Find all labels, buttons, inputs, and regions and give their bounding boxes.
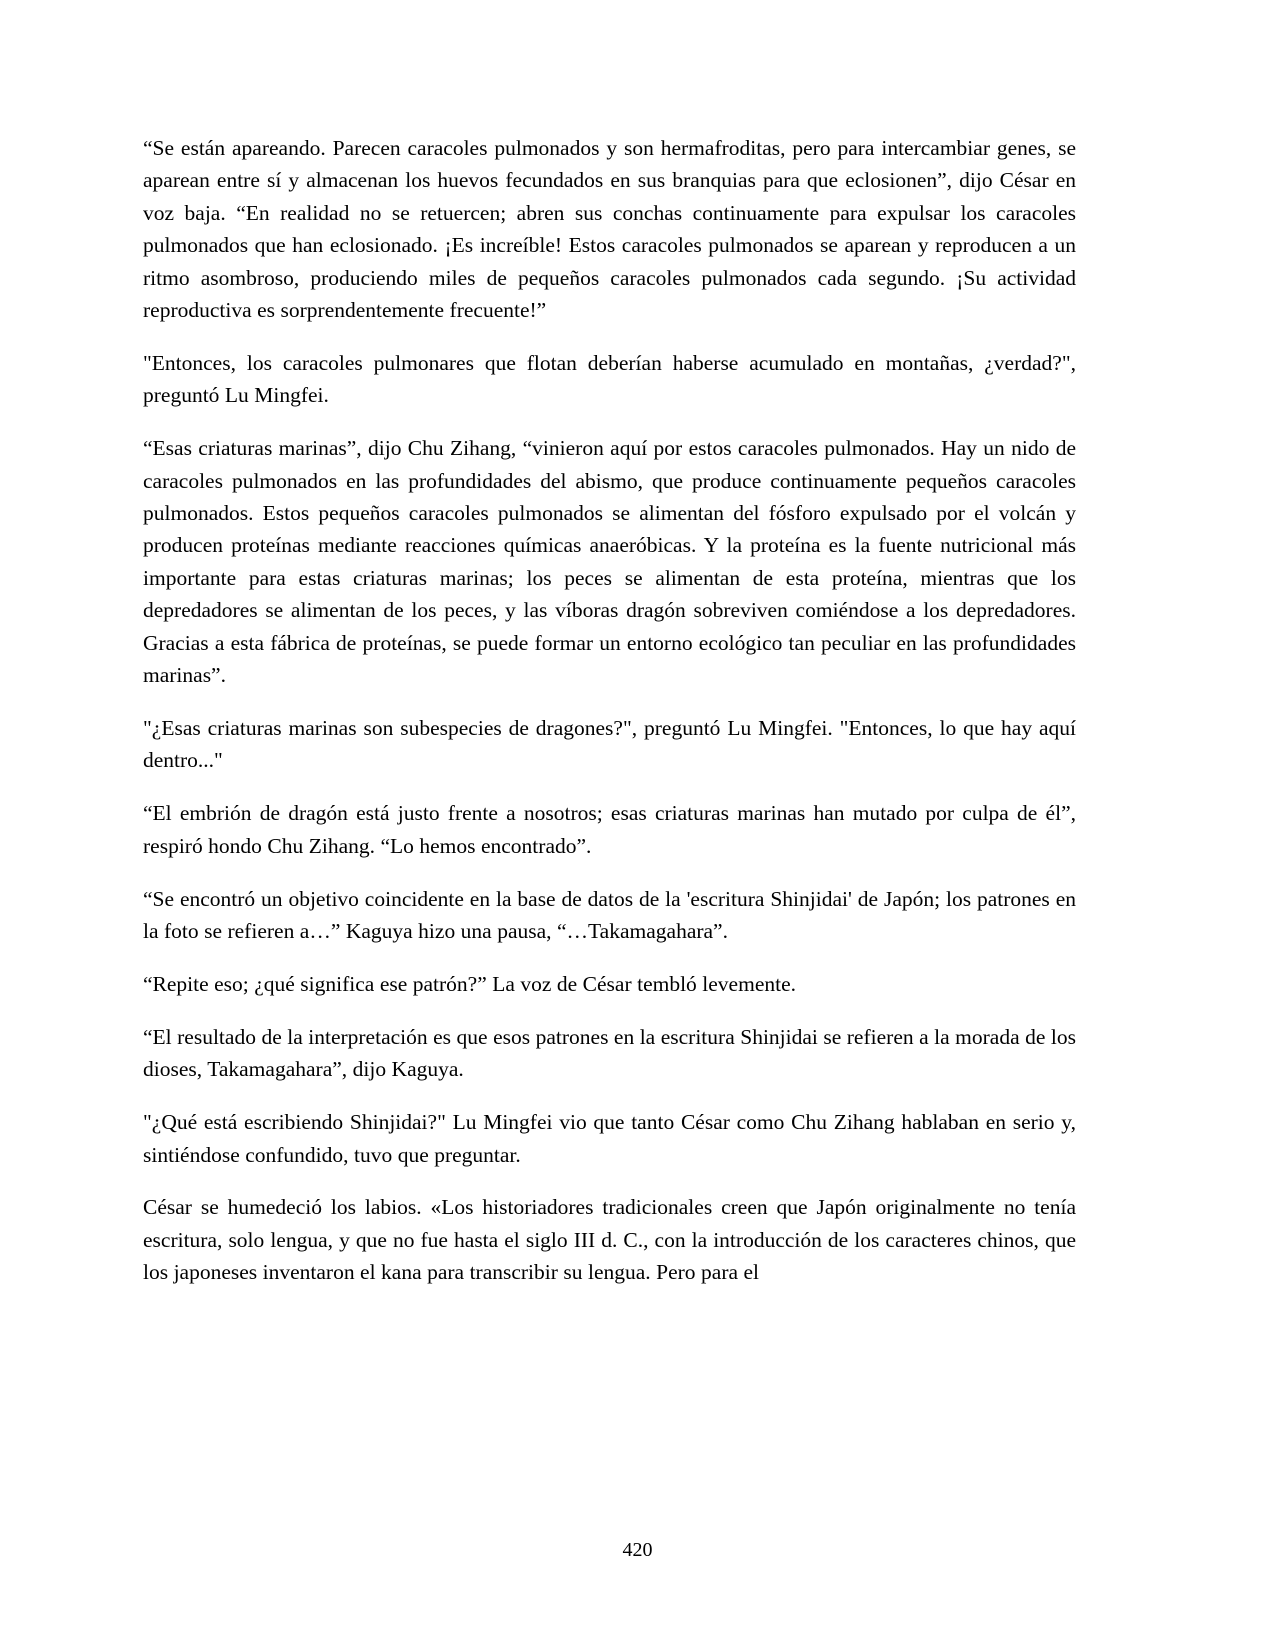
paragraph: “Se encontró un objetivo coincidente en la base de datos de la 'escritura Shinjidai' de Japón; los patrones en la foto se refieren a…” Kaguya hizo una pausa, “…Takamagahara”. xyxy=(143,886,1076,944)
paragraph: “El resultado de la interpretación es que esos patrones en la escritura Shinjidai se refieren a la morada de los dioses, Takamagahara”, dijo Kaguya. xyxy=(143,1024,1076,1082)
paragraph: “Esas criaturas marinas”, dijo Chu Zihang, “vinieron aquí por estos caracoles pulmonados. Hay un nido de caracoles pulmonados en las profundidades del abismo, que produce continuamente pequeños caracoles pulmonados. Estos pequeños caracoles pulmonados se alimentan del fósforo expulsado por el volcán y producen proteínas mediante reacciones químicas anaeróbicas. Y la proteína es la fuente nutricional más importante para estas criaturas marinas; los peces se alimentan de esta proteína, mientras que los depredadores se alimentan de los peces, y las víboras dragón sobreviven comiéndose a los depredadores. Gracias a esta fábrica de proteínas, se puede formar un entorno ecológico tan peculiar en las profundidades marinas”. xyxy=(143,436,1076,688)
paragraph: “Repite eso; ¿qué significa ese patrón?” La voz de César tembló levemente. xyxy=(143,971,796,996)
paragraph: "Entonces, los caracoles pulmonares que flotan deberían haberse acumulado en montañas, ¿verdad?", preguntó Lu Mingfei. xyxy=(143,350,1076,408)
paragraph: "¿Qué está escribiendo Shinjidai?" Lu Mingfei vio que tanto César como Chu Zihang hablaban en serio y, sintiéndose confundido, tuvo que preguntar. xyxy=(143,1110,1076,1167)
paragraph: "¿Esas criaturas marinas son subespecies de dragones?", preguntó Lu Mingfei. "Entonces, lo que hay aquí dentro..." xyxy=(143,716,1076,773)
paragraph: “El embrión de dragón está justo frente a nosotros; esas criaturas marinas han mutado por culpa de él”, respiró hondo Chu Zihang. “Lo hemos encontrado”. xyxy=(143,801,1076,858)
paragraph: “Se están apareando. Parecen caracoles pulmonados y son hermafroditas, pero para intercambiar genes, se aparean entre sí y almacenan los huevos fecundados en sus branquias para que eclosionen”, dijo César en voz baja. “En realidad no se retuercen; abren sus conchas continuamente para expulsar los caracoles pulmonados que han eclosionado. ¡Es increíble! Estos caracoles pulmonados se aparean y reproducen a un ritmo asombroso, produciendo miles de pequeños caracoles pulmonados cada segundo. ¡Su actividad reproductiva es sorprendentemente frecuente!” xyxy=(143,136,1076,323)
paragraph: César se humedeció los labios. «Los historiadores tradicionales creen que Japón originalmente no tenía escritura, solo lengua, y que no fue hasta el siglo III d. C., con la introducción de los caracteres chinos, que los japoneses inventaron el kana para transcribir su lengua. Pero para el xyxy=(143,1195,1076,1285)
page-number: 420 xyxy=(622,1539,653,1561)
body-text-column xyxy=(143,132,1076,1289)
